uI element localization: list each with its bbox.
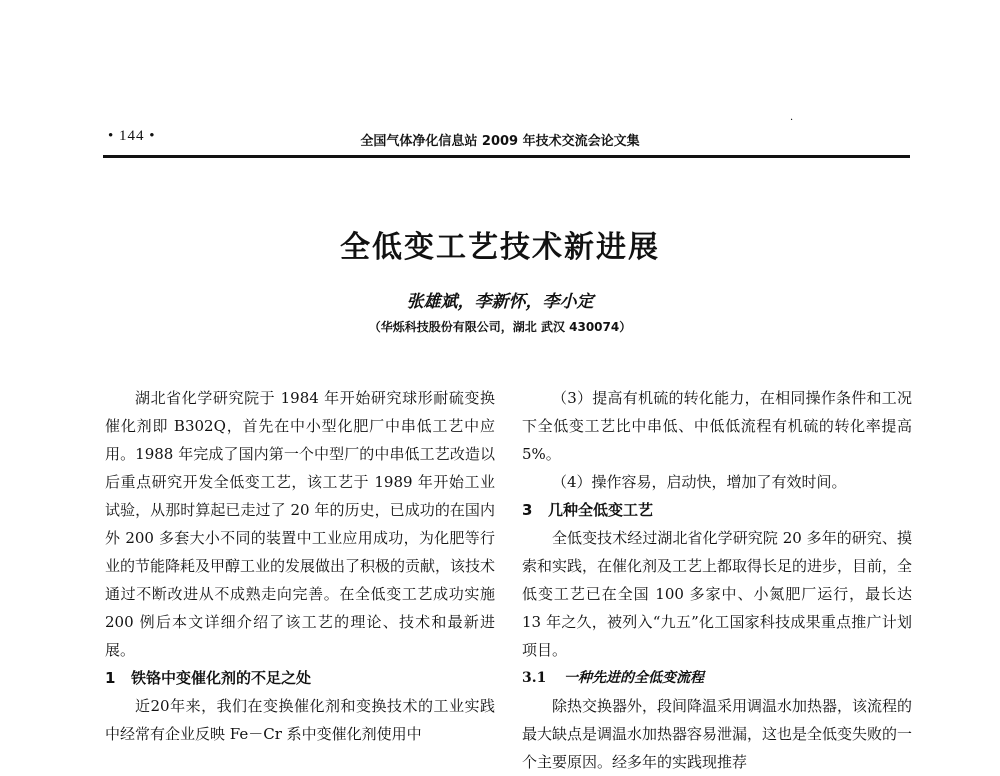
right-column (522, 384, 912, 776)
section-3-paragraph: 全低变技术经过湖北省化学研究院 20 多年的研究、摸索和实践，在催化剂及工艺上都取得长足的进步，目前，全低变工艺已在全国 100 多家中、小氮肥厂运行，最长达 13 年之久，被列入“九五”化工国家科技成果重点推广计划项目。 (522, 529, 913, 659)
left-column (105, 384, 495, 748)
page-number: • 144 • (108, 128, 156, 144)
intro-paragraph: 湖北省化学研究院于 1984 年开始研究球形耐硫变换催化剂即 B302Q，首先在中小型化肥厂中串低工艺中应用。1988 年完成了国内第一个中型厂的中串低工艺改造以后重点研究开发全低变工艺，该工艺于 1989 年开始工业试验，从那时算起已走过了 20 年的历史，已成功的在国内外 200 多套大小不同的装置中工业应用成功，为化肥等行业的节能降耗及甲醇工业的发展做出了积极的贡献，该技术通过不断改进从不成熟走向完善。在全低变工艺成功实施 200 例后本文详细介绍了该工艺的理论、技术和最新进展。 (105, 389, 496, 659)
section-3-heading (522, 496, 912, 524)
subsection-3-1-title: 一种先进的全低变流程 (564, 670, 704, 686)
header-rule (103, 155, 910, 158)
subsection-3-1-paragraph: 除热交换器外，段间降温采用调温水加热器，该流程的最大缺点是调温水加热器容易泄漏，这也是全低变失败的一个主要原因。经多年的实践现推荐 (522, 697, 913, 771)
section-1-paragraph: 近20年来，我们在变换催化剂和变换技术的工业实践中经常有企业反映 Fe－Cr 系中变催化剂使用中 (105, 697, 495, 743)
subsection-3-1-heading (522, 664, 912, 692)
section-1-heading (105, 664, 495, 692)
stray-dot: · (790, 115, 794, 126)
paper-title: 全低变工艺技术新进展 (340, 230, 660, 265)
item-4-paragraph: （4）操作容易，启动快，增加了有效时间。 (552, 473, 847, 491)
authors: 张雄斌，李新怀，李小定 (406, 292, 594, 312)
section-1-number: 1 (105, 669, 116, 687)
affiliation: （华烁科技股份有限公司，湖北 武汉 430074） (368, 320, 632, 334)
section-3-title: 几种全低变工艺 (548, 501, 654, 519)
subsection-3-1-number: 3.1 (522, 670, 547, 686)
section-1-title: 铁铬中变催化剂的不足之处 (131, 669, 312, 687)
item-3-paragraph: （3）提高有机硫的转化能力，在相同操作条件和工况下全低变工艺比中串低、中低低流程有机硫的转化率提高 5%。 (522, 389, 912, 463)
running-head: 全国气体净化信息站 2009 年技术交流会论文集 (360, 134, 640, 149)
section-3-number: 3 (522, 501, 533, 519)
